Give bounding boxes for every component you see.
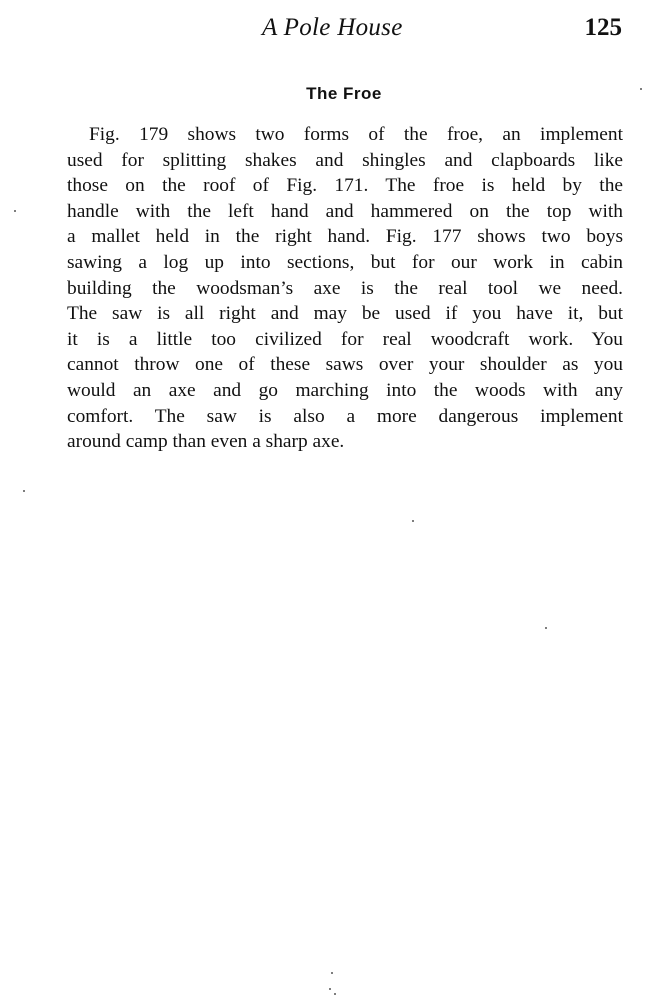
running-head	[0, 14, 666, 50]
text-line: around camp than even a sharp axe.	[67, 431, 345, 453]
text-line: comfort. The saw is also a more dangerous implement	[67, 405, 623, 427]
text-line: Fig. 179 shows two forms of the froe, an implement	[89, 124, 623, 145]
scan-speck	[14, 210, 16, 212]
scan-speck	[412, 520, 414, 522]
text-line: handle with the left hand and hammered on the top with	[67, 200, 623, 222]
scan-speck	[640, 88, 642, 90]
text-line: a mallet held in the right hand. Fig. 177 shows two boys	[67, 226, 623, 248]
scan-speck	[329, 988, 331, 990]
body-paragraph	[67, 122, 623, 455]
scan-speck	[331, 972, 333, 974]
running-title: A Pole House	[262, 14, 403, 41]
text-line: would an axe and go marching into the woods with any	[67, 379, 623, 401]
scan-speck	[23, 490, 25, 492]
section-heading: The Froe	[306, 84, 382, 103]
text-line: sawing a log up into sections, but for our work in cabin	[67, 251, 623, 273]
page-number: 125	[584, 14, 622, 41]
text-line: used for splitting shakes and shingles and clapboards like	[67, 149, 623, 171]
text-line: The saw is all right and may be used if you have it, but	[67, 303, 623, 325]
scan-speck	[545, 627, 547, 629]
text-line: those on the roof of Fig. 171. The froe is held by the	[67, 175, 623, 197]
scan-speck	[334, 993, 336, 995]
text-line: it is a little too civilized for real woodcraft work. You	[67, 328, 623, 350]
text-line: cannot throw one of these saws over your shoulder as you	[67, 354, 623, 376]
text-line: building the woodsman’s axe is the real tool we need.	[67, 277, 623, 299]
